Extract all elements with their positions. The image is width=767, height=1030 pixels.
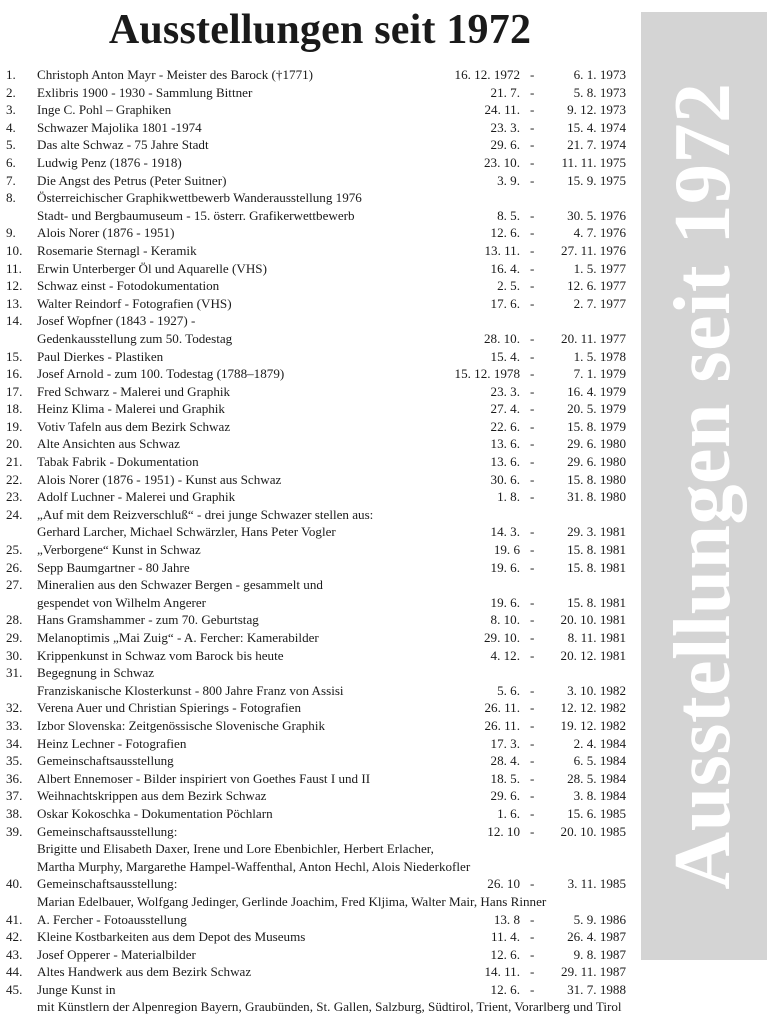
- entry-number: 37.: [6, 788, 23, 804]
- date-to: 6. 5. 1984: [573, 753, 626, 769]
- exhibition-line: [0, 981, 640, 999]
- date-separator: -: [530, 630, 535, 645]
- exhibition-line: [0, 277, 640, 295]
- entry-title: Gedenkausstellung zum 50. Todestag: [37, 330, 233, 346]
- date-separator: -: [530, 137, 535, 153]
- entry-number: 45.: [6, 981, 23, 997]
- date-to: 29. 6. 1980: [567, 436, 626, 452]
- date-from: 29. 10.: [483, 630, 520, 645]
- entry-title: Krippenkunst in Schwaz vom Barock bis heute: [37, 647, 284, 663]
- entry-number: 41.: [6, 911, 23, 927]
- exhibition-line: [0, 312, 640, 330]
- date-to: 1. 5. 1978: [573, 348, 626, 364]
- entry-number: 1.: [6, 67, 16, 82]
- date-to: 15. 8. 1980: [567, 471, 626, 487]
- date-to: 29. 11. 1987: [561, 964, 626, 980]
- entry-title: Heinz Klima - Malerei und Graphik: [37, 401, 225, 417]
- date-separator: -: [530, 876, 535, 892]
- entry-title: Weihnachtskrippen aus dem Bezirk Schwaz: [37, 788, 267, 804]
- exhibition-line: [0, 136, 640, 154]
- date-separator: -: [530, 401, 535, 417]
- date-separator: -: [530, 330, 535, 346]
- entry-title: Kleine Kostbarkeiten aus dem Depot des Museums: [37, 929, 306, 945]
- date-from: 2. 5.: [497, 278, 520, 294]
- exhibition-line: [0, 400, 640, 418]
- entry-number: 26.: [6, 559, 23, 575]
- entry-number: 5.: [6, 137, 16, 153]
- date-from: 26. 10: [487, 876, 520, 892]
- date-from: 12. 10: [487, 823, 520, 839]
- entry-title: Christoph Anton Mayr - Meister des Barock (†1771): [37, 67, 314, 82]
- date-to: 28. 5. 1984: [567, 770, 626, 786]
- date-to: 2. 4. 1984: [573, 735, 626, 751]
- entry-title: Begegnung in Schwaz: [37, 665, 155, 681]
- date-to: 3. 11. 1985: [567, 876, 626, 892]
- date-to: 12. 12. 1982: [560, 700, 626, 716]
- exhibition-line: [0, 840, 640, 858]
- entry-title: „Auf mit dem Reizverschluß“ - drei junge Schwazer stellen aus:: [37, 506, 374, 522]
- exhibition-line: [0, 84, 640, 102]
- date-separator: -: [530, 612, 535, 628]
- entry-number: 44.: [6, 964, 23, 980]
- date-to: 31. 8. 1980: [567, 489, 626, 505]
- date-to: 21. 7. 1974: [567, 137, 626, 153]
- exhibition-line: [0, 858, 640, 876]
- sidebar-banner: [641, 12, 767, 960]
- entry-number: 9.: [6, 225, 16, 241]
- date-separator: -: [530, 682, 535, 698]
- entry-title: Die Angst des Petrus (Peter Suitner): [37, 172, 227, 188]
- entry-title: Exlibris 1900 - 1930 - Sammlung Bittner: [37, 84, 253, 100]
- entry-number: 43.: [6, 946, 23, 962]
- exhibition-line: [0, 611, 640, 629]
- exhibition-line: [0, 435, 640, 453]
- entry-title: Das alte Schwaz - 75 Jahre Stadt: [37, 137, 209, 153]
- date-to: 2. 7. 1977: [573, 295, 626, 311]
- entry-title: Paul Dierkes - Plastiken: [37, 348, 164, 364]
- exhibition-line: [0, 453, 640, 471]
- date-to: 8. 11. 1981: [567, 630, 626, 645]
- exhibition-line: [0, 242, 640, 260]
- date-from: 19. 6.: [490, 594, 520, 610]
- entry-title: Gemeinschaftsausstellung: [37, 753, 174, 769]
- date-separator: -: [530, 207, 535, 223]
- exhibition-line: [0, 172, 640, 190]
- date-from: 26. 11.: [484, 717, 520, 733]
- entry-number: 35.: [6, 753, 23, 769]
- date-separator: -: [530, 946, 535, 962]
- exhibition-line: [0, 418, 640, 436]
- exhibition-line: [0, 787, 640, 805]
- date-from: 13. 6.: [490, 436, 520, 452]
- entry-title: Schwazer Majolika 1801 -1974: [37, 119, 202, 135]
- date-from: 13. 11.: [484, 242, 520, 258]
- date-separator: -: [530, 383, 535, 399]
- date-to: 19. 12. 1982: [560, 717, 626, 733]
- date-from: 18. 5.: [490, 770, 520, 786]
- date-from: 15. 12. 1978: [454, 366, 520, 382]
- entry-number: 4.: [6, 119, 16, 135]
- exhibition-line: [0, 823, 640, 841]
- date-separator: -: [530, 84, 535, 100]
- date-separator: -: [530, 348, 535, 364]
- exhibition-line: [0, 383, 640, 401]
- entry-number: 3.: [6, 102, 16, 118]
- date-separator: -: [530, 260, 535, 276]
- entry-number: 30.: [6, 647, 23, 663]
- exhibition-line: [0, 260, 640, 278]
- date-separator: -: [530, 823, 535, 839]
- exhibition-line: [0, 101, 640, 119]
- date-from: 22. 6.: [490, 418, 520, 434]
- entry-number: 20.: [6, 436, 23, 452]
- date-separator: -: [530, 295, 535, 311]
- entry-number: 15.: [6, 348, 23, 364]
- date-to: 30. 5. 1976: [567, 207, 626, 223]
- entry-title: Rosemarie Sternagl - Keramik: [37, 242, 197, 258]
- exhibition-line: [0, 699, 640, 717]
- date-to: 15. 9. 1975: [567, 172, 626, 188]
- date-to: 9. 12. 1973: [567, 102, 626, 118]
- date-separator: -: [530, 242, 535, 258]
- date-separator: -: [530, 418, 535, 434]
- entry-title: Hans Gramshammer - zum 70. Geburtstag: [37, 612, 259, 628]
- date-separator: -: [530, 366, 535, 382]
- entry-number: 22.: [6, 471, 23, 487]
- date-to: 3. 8. 1984: [573, 788, 626, 804]
- date-from: 11. 4.: [491, 929, 520, 945]
- date-from: 12. 6.: [490, 225, 520, 241]
- entry-number: 40.: [6, 876, 23, 892]
- entry-title: Izbor Slovenska: Zeitgenössische Slovenische Graphik: [37, 717, 325, 733]
- date-from: 16. 12. 1972: [454, 67, 520, 82]
- date-to: 20. 11. 1977: [561, 330, 626, 346]
- entry-title: Alois Norer (1876 - 1951): [37, 225, 175, 241]
- date-from: 13. 8: [493, 911, 520, 927]
- date-separator: -: [530, 594, 535, 610]
- entry-title: Franziskanische Klosterkunst - 800 Jahre Franz von Assisi: [37, 682, 344, 698]
- date-separator: -: [530, 225, 535, 241]
- date-to: 15. 8. 1979: [567, 418, 626, 434]
- entry-number: 28.: [6, 612, 23, 628]
- exhibition-line: [0, 893, 640, 911]
- entry-number: 19.: [6, 418, 23, 434]
- date-from: 12. 6.: [490, 946, 520, 962]
- date-from: 5. 6.: [497, 682, 520, 698]
- entry-number: 23.: [6, 489, 23, 505]
- date-to: 20. 5. 1979: [567, 401, 626, 417]
- date-from: 15. 4.: [490, 348, 520, 364]
- exhibition-line: [0, 207, 640, 225]
- entry-title: Österreichischer Graphikwettbewerb Wanderausstellung 1976: [37, 190, 362, 206]
- exhibition-line: [0, 911, 640, 929]
- exhibition-line: [0, 224, 640, 242]
- entry-title: Tabak Fabrik - Dokumentation: [37, 454, 199, 470]
- entry-title: A. Fercher - Fotoausstellung: [37, 911, 187, 927]
- entry-title: Ludwig Penz (1876 - 1918): [37, 154, 182, 170]
- exhibition-line: [0, 664, 640, 682]
- date-separator: -: [530, 929, 535, 945]
- date-separator: -: [530, 154, 535, 170]
- date-to: 4. 7. 1976: [573, 225, 626, 241]
- entry-title: Verena Auer und Christian Spierings - Fotografien: [37, 700, 302, 716]
- entry-title: Gemeinschaftsausstellung:: [37, 823, 178, 839]
- entry-title: Gerhard Larcher, Michael Schwärzler, Hans Peter Vogler: [37, 524, 336, 540]
- exhibition-line: [0, 946, 640, 964]
- entry-number: 6.: [6, 154, 16, 170]
- date-from: 28. 10.: [483, 330, 520, 346]
- exhibition-line: [0, 576, 640, 594]
- date-to: 15. 8. 1981: [567, 542, 626, 558]
- date-from: 3. 9.: [497, 172, 520, 188]
- date-from: 26. 11.: [484, 700, 520, 716]
- entry-title: Brigitte und Elisabeth Daxer, Irene und Lore Ebenbichler, Herbert Erlacher,: [37, 841, 434, 857]
- exhibition-line: [0, 559, 640, 577]
- date-from: 8. 10.: [490, 612, 520, 628]
- entry-number: 36.: [6, 770, 23, 786]
- entry-title: Melanoptimis „Mai Zuig“ - A. Fercher: Kamerabilder: [37, 630, 319, 645]
- date-from: 29. 6.: [490, 137, 520, 153]
- entry-title: mit Künstlern der Alpenregion Bayern, Graubünden, St. Gallen, Salzburg, Südtirol, Trient, Vorarlberg und Tirol: [37, 999, 622, 1015]
- date-to: 27. 11. 1976: [561, 242, 626, 258]
- exhibition-line: [0, 488, 640, 506]
- entry-number: 7.: [6, 172, 16, 188]
- date-to: 15. 8. 1981: [567, 594, 626, 610]
- date-to: 16. 4. 1979: [567, 383, 626, 399]
- date-to: 20. 10. 1981: [560, 612, 626, 628]
- page-title: Ausstellungen seit 1972: [108, 7, 532, 53]
- exhibition-line: [0, 805, 640, 823]
- entry-number: 29.: [6, 630, 23, 645]
- entry-title: Alte Ansichten aus Schwaz: [37, 436, 180, 452]
- entry-number: 32.: [6, 700, 23, 716]
- exhibition-line: [0, 523, 640, 541]
- exhibition-line: [0, 119, 640, 137]
- exhibition-list: [0, 66, 640, 1016]
- date-separator: -: [530, 172, 535, 188]
- date-to: 31. 7. 1988: [567, 981, 626, 997]
- exhibition-line: [0, 682, 640, 700]
- date-separator: -: [530, 788, 535, 804]
- entry-title: Votiv Tafeln aus dem Bezirk Schwaz: [37, 418, 231, 434]
- exhibition-line: [0, 365, 640, 383]
- date-separator: -: [530, 700, 535, 716]
- date-to: 26. 4. 1987: [567, 929, 626, 945]
- exhibition-line: [0, 963, 640, 981]
- date-to: 7. 1. 1979: [573, 366, 626, 382]
- date-from: 17. 6.: [490, 295, 520, 311]
- date-separator: -: [530, 770, 535, 786]
- date-separator: -: [530, 489, 535, 505]
- exhibition-line: [0, 330, 640, 348]
- date-separator: -: [530, 278, 535, 294]
- entry-title: Adolf Luchner - Malerei und Graphik: [37, 489, 236, 505]
- date-separator: -: [530, 102, 535, 118]
- exhibition-line: [0, 189, 640, 207]
- date-separator: -: [530, 542, 535, 558]
- date-separator: -: [530, 647, 535, 663]
- exhibition-line: [0, 998, 640, 1016]
- entry-number: 42.: [6, 929, 23, 945]
- entry-title: Mineralien aus den Schwazer Bergen - gesammelt und: [37, 577, 323, 593]
- date-separator: -: [530, 454, 535, 470]
- date-from: 1. 8.: [497, 489, 520, 505]
- entry-title: Martha Murphy, Margarethe Hampel-Waffenthal, Anton Hechl, Alois Niederkofler: [37, 858, 471, 874]
- date-separator: -: [530, 753, 535, 769]
- exhibition-line: [0, 154, 640, 172]
- date-separator: -: [530, 735, 535, 751]
- entry-number: 12.: [6, 278, 23, 294]
- entry-number: 24.: [6, 506, 23, 522]
- date-to: 15. 8. 1981: [567, 559, 626, 575]
- entry-title: Heinz Lechner - Fotografien: [37, 735, 187, 751]
- entry-number: 33.: [6, 717, 23, 733]
- date-to: 15. 6. 1985: [567, 805, 626, 821]
- entry-title: Altes Handwerk aus dem Bezirk Schwaz: [37, 964, 252, 980]
- date-to: 20. 12. 1981: [560, 647, 626, 663]
- entry-title: Walter Reindorf - Fotografien (VHS): [37, 295, 232, 311]
- entry-number: 34.: [6, 735, 23, 751]
- date-from: 8. 5.: [497, 207, 520, 223]
- date-to: 12. 6. 1977: [567, 278, 626, 294]
- entry-title: Gemeinschaftsausstellung:: [37, 876, 178, 892]
- exhibition-line: [0, 594, 640, 612]
- entry-number: 16.: [6, 366, 23, 382]
- date-separator: -: [530, 805, 535, 821]
- entry-title: Josef Arnold - zum 100. Todestag (1788–1879): [37, 366, 285, 382]
- date-separator: -: [530, 119, 535, 135]
- date-to: 1. 5. 1977: [573, 260, 626, 276]
- exhibition-line: [0, 752, 640, 770]
- date-from: 4. 12.: [490, 647, 520, 663]
- date-to: 11. 11. 1975: [561, 154, 626, 170]
- date-from: 12. 6.: [490, 981, 520, 997]
- entry-number: 27.: [6, 577, 23, 593]
- entry-number: 11.: [6, 260, 22, 276]
- date-from: 23. 3.: [490, 119, 520, 135]
- entry-title: Erwin Unterberger Öl und Aquarelle (VHS): [37, 260, 267, 276]
- date-to: 29. 3. 1981: [567, 524, 626, 540]
- entry-title: Oskar Kokoschka - Dokumentation Pöchlarn: [37, 805, 273, 821]
- entry-title: Sepp Baumgartner - 80 Jahre: [37, 559, 190, 575]
- date-from: 19. 6: [493, 542, 520, 558]
- date-from: 16. 4.: [490, 260, 520, 276]
- entry-title: Junge Kunst in: [37, 981, 116, 997]
- date-to: 20. 10. 1985: [560, 823, 626, 839]
- date-separator: -: [530, 717, 535, 733]
- entry-number: 10.: [6, 242, 23, 258]
- entry-title: Josef Opperer - Materialbilder: [37, 946, 196, 962]
- date-from: 13. 6.: [490, 454, 520, 470]
- entry-number: 21.: [6, 454, 23, 470]
- entry-number: 18.: [6, 401, 23, 417]
- entry-number: 17.: [6, 383, 23, 399]
- date-separator: -: [530, 436, 535, 452]
- entry-title: Albert Ennemoser - Bilder inspiriert von Goethes Faust I und II: [37, 770, 371, 786]
- entry-number: 2.: [6, 84, 16, 100]
- date-from: 19. 6.: [490, 559, 520, 575]
- entry-title: Josef Wopfner (1843 - 1927) -: [37, 313, 196, 329]
- date-to: 3. 10. 1982: [567, 682, 626, 698]
- date-from: 28. 4.: [490, 753, 520, 769]
- date-from: 30. 6.: [490, 471, 520, 487]
- date-to: 6. 1. 1973: [573, 67, 626, 82]
- date-from: 23. 10.: [483, 154, 520, 170]
- exhibition-line: [0, 875, 640, 893]
- date-from: 23. 3.: [490, 383, 520, 399]
- entry-title: Schwaz einst - Fotodokumentation: [37, 278, 220, 294]
- date-separator: -: [530, 559, 535, 575]
- date-to: 9. 8. 1987: [573, 946, 626, 962]
- exhibition-line: [0, 770, 640, 788]
- exhibition-line: [0, 541, 640, 559]
- date-from: 14. 11.: [484, 964, 520, 980]
- exhibition-line: [0, 717, 640, 735]
- exhibition-line: [0, 295, 640, 313]
- entry-number: 13.: [6, 295, 23, 311]
- date-from: 21. 7.: [490, 84, 520, 100]
- entry-title: Alois Norer (1876 - 1951) - Kunst aus Schwaz: [37, 471, 282, 487]
- date-separator: -: [530, 67, 535, 82]
- entry-number: 39.: [6, 823, 23, 839]
- date-separator: -: [530, 964, 535, 980]
- exhibition-line: [0, 66, 640, 84]
- entry-title: Inge C. Pohl – Graphiken: [37, 102, 172, 118]
- date-separator: -: [530, 471, 535, 487]
- entry-title: Marian Edelbauer, Wolfgang Jedinger, Gerlinde Joachim, Fred Kljima, Walter Mair, Hans Rinner: [37, 893, 547, 909]
- entry-number: 14.: [6, 313, 23, 329]
- date-to: 15. 4. 1974: [567, 119, 626, 135]
- date-from: 17. 3.: [490, 735, 520, 751]
- date-from: 14. 3.: [490, 524, 520, 540]
- exhibition-line: [0, 629, 640, 647]
- date-separator: -: [530, 911, 535, 927]
- date-to: 5. 8. 1973: [573, 84, 626, 100]
- entry-number: 31.: [6, 665, 23, 681]
- exhibition-line: [0, 735, 640, 753]
- exhibition-line: [0, 647, 640, 665]
- exhibition-line: [0, 928, 640, 946]
- date-separator: -: [530, 524, 535, 540]
- entry-number: 8.: [6, 190, 16, 206]
- date-separator: -: [530, 981, 535, 997]
- entry-title: Fred Schwarz - Malerei und Graphik: [37, 383, 231, 399]
- date-from: 1. 6.: [497, 805, 520, 821]
- date-to: 5. 9. 1986: [573, 911, 626, 927]
- entry-title: Stadt- und Bergbaumuseum - 15. österr. Grafikerwettbewerb: [37, 207, 355, 223]
- date-from: 29. 6.: [490, 788, 520, 804]
- entry-title: gespendet von Wilhelm Angerer: [37, 594, 207, 610]
- entry-title: „Verborgene“ Kunst in Schwaz: [37, 542, 201, 558]
- sidebar-title: Ausstellungen seit 1972: [659, 82, 747, 890]
- date-from: 24. 11.: [484, 102, 520, 118]
- date-from: 27. 4.: [490, 401, 520, 417]
- exhibition-line: [0, 471, 640, 489]
- exhibition-line: [0, 348, 640, 366]
- exhibition-line: [0, 506, 640, 524]
- date-to: 29. 6. 1980: [567, 454, 626, 470]
- entry-number: 25.: [6, 542, 23, 558]
- entry-number: 38.: [6, 805, 23, 821]
